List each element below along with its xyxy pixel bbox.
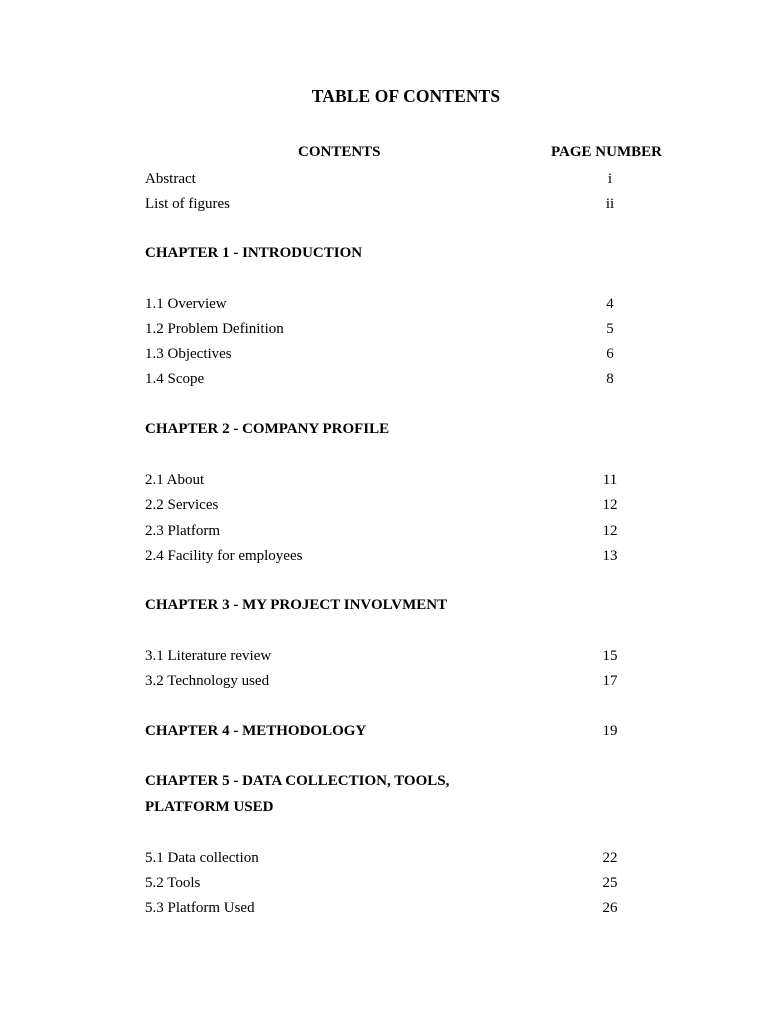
toc-row-1-1	[145, 296, 665, 316]
toc-row-1-4	[145, 371, 665, 391]
toc-chapter-2	[145, 421, 665, 441]
toc-row-3-2	[145, 673, 665, 693]
toc-row-list-of-figures	[145, 196, 665, 216]
toc-entry-label: 2.1 About	[145, 472, 205, 488]
toc-entry-label: 1.4 Scope	[145, 371, 205, 387]
toc-entry-page: 5	[606, 321, 614, 337]
toc-entry-page: 25	[602, 875, 618, 891]
toc-row-3-1	[145, 648, 665, 668]
contents-column-header: CONTENTS	[298, 144, 381, 160]
toc-row-5-1	[145, 850, 665, 870]
toc-entry-page: 22	[602, 850, 618, 866]
toc-chapter-label: PLATFORM USED	[145, 799, 274, 815]
toc-chapter-5	[145, 773, 665, 793]
toc-row-2-4	[145, 548, 665, 568]
toc-entry-page: 17	[602, 673, 618, 689]
toc-chapter-5-continued	[145, 799, 665, 819]
toc-chapter-3	[145, 597, 665, 617]
toc-chapter-label: CHAPTER 2 - COMPANY PROFILE	[145, 421, 390, 437]
toc-entry-page: 26	[602, 900, 618, 916]
toc-row-2-3	[145, 523, 665, 543]
toc-chapter-page: 19	[602, 723, 618, 739]
toc-entry-page: 15	[602, 648, 618, 664]
page-number-column-header: PAGE NUMBER	[551, 144, 662, 160]
toc-entry-label: 1.3 Objectives	[145, 346, 232, 362]
toc-row-1-3	[145, 346, 665, 366]
toc-entry-page: 6	[606, 346, 614, 362]
toc-chapter-1	[145, 245, 665, 265]
toc-row-5-2	[145, 875, 665, 895]
toc-entry-label: 2.3 Platform	[145, 523, 220, 539]
toc-entry-label: 2.4 Facility for employees	[145, 548, 303, 564]
toc-entry-label: 3.1 Literature review	[145, 648, 272, 664]
page-title: TABLE OF CONTENTS	[311, 86, 501, 106]
toc-entry-page: ii	[605, 196, 615, 212]
toc-entry-page: 13	[602, 548, 618, 564]
toc-entry-label: 5.2 Tools	[145, 875, 201, 891]
toc-row-abstract	[145, 171, 665, 191]
toc-chapter-label: CHAPTER 1 - INTRODUCTION	[145, 245, 363, 261]
toc-entry-label: 3.2 Technology used	[145, 673, 270, 689]
toc-entry-page: i	[607, 171, 613, 187]
toc-row-5-3	[145, 900, 665, 920]
toc-entry-label: List of figures	[145, 196, 230, 212]
toc-entry-label: 5.3 Platform Used	[145, 900, 255, 916]
toc-entry-label: Abstract	[145, 171, 196, 187]
toc-entry-page: 12	[602, 523, 618, 539]
toc-entry-page: 11	[602, 472, 618, 488]
toc-entry-label: 5.1 Data collection	[145, 850, 259, 866]
toc-entry-page: 8	[606, 371, 614, 387]
toc-row-1-2	[145, 321, 665, 341]
toc-row-2-2	[145, 497, 665, 517]
toc-entry-page: 12	[602, 497, 618, 513]
toc-chapter-label: CHAPTER 3 - MY PROJECT INVOLVMENT	[145, 597, 448, 613]
toc-entry-page: 4	[606, 296, 614, 312]
toc-entry-label: 1.1 Overview	[145, 296, 227, 312]
toc-chapter-label: CHAPTER 5 - DATA COLLECTION, TOOLS,	[145, 773, 450, 789]
toc-entry-label: 1.2 Problem Definition	[145, 321, 284, 337]
toc-row-2-1	[145, 472, 665, 492]
toc-chapter-label: CHAPTER 4 - METHODOLOGY	[145, 723, 367, 739]
toc-entry-label: 2.2 Services	[145, 497, 219, 513]
toc-chapter-4	[145, 723, 665, 743]
